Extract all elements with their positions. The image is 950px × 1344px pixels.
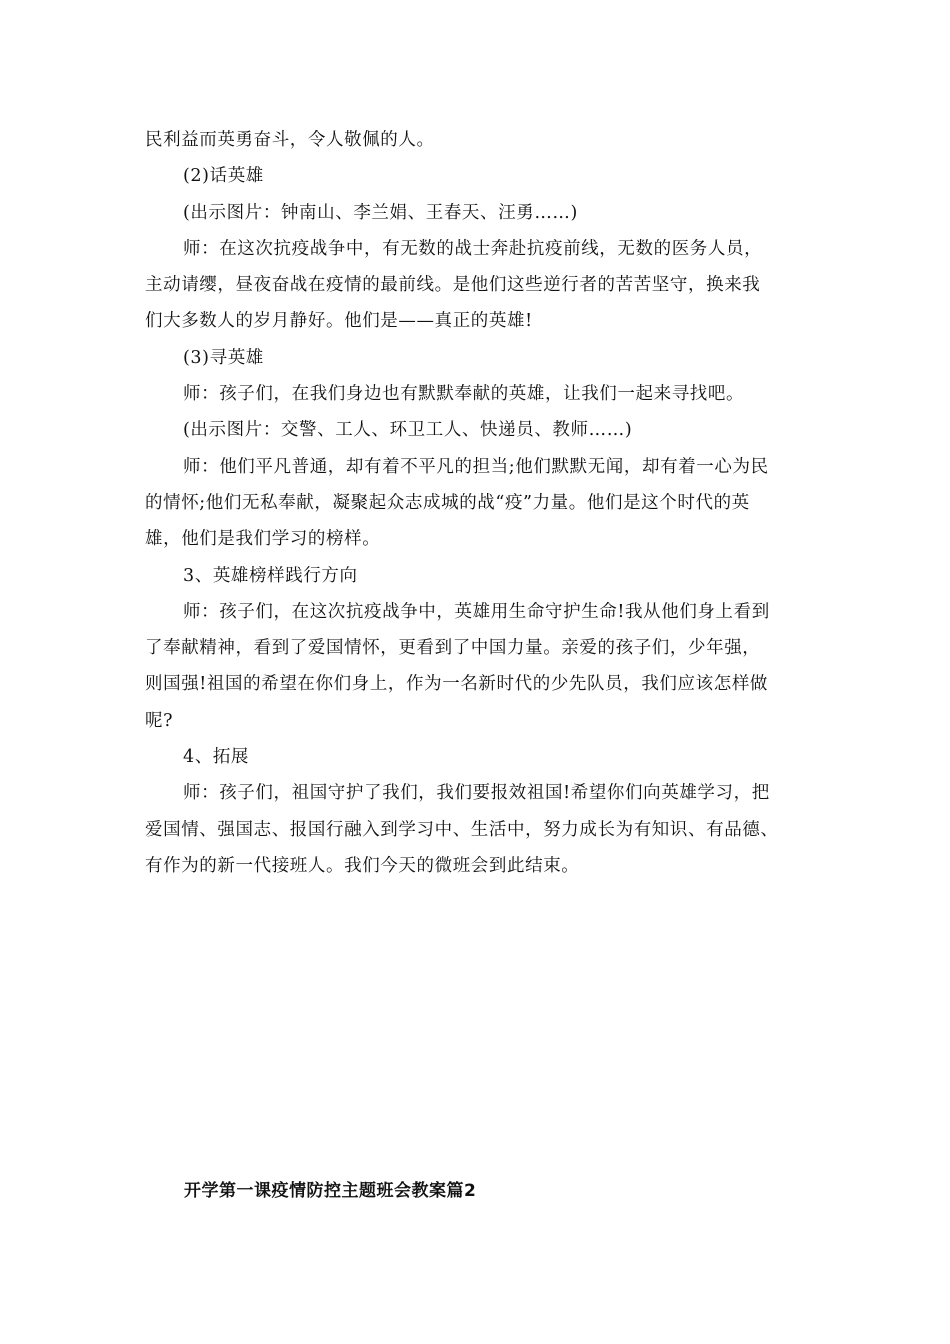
subheading-talk-heroes: (2)话英雄 [183,166,264,187]
text-line: 呢? [145,710,174,731]
subheading-expand: 4、拓展 [183,747,250,768]
text-line: 民利益而英勇奋斗，令人敬佩的人。 [145,130,435,150]
text-line: 主动请缨，昼夜奋战在疫情的最前线。是他们这些逆行者的苦苦坚守，换来我 [145,275,761,296]
text-line: (出示图片：钟南山、李兰娟、王春天、汪勇……) [183,202,578,223]
text-line: (出示图片：交警、工人、环卫工人、快递员、教师……) [183,420,633,441]
text-line: 了奉献精神，看到了爱国情怀，更看到了中国力量。亲爱的孩子们，少年强， [145,638,761,659]
text-line: 的情怀;他们无私奉献，凝聚起众志成城的战“疫”力量。他们是这个时代的英 [145,492,750,513]
text-line: 们大多数人的岁月静好。他们是——真正的英雄! [145,311,533,332]
text-line: 师：孩子们，在这次抗疫战争中，英雄用生命守护生命!我从他们身上看到 [183,601,770,622]
text-line: 有作为的新一代接班人。我们今天的微班会到此结束。 [145,855,580,876]
body-text [145,122,817,884]
text-line: 雄，他们是我们学习的榜样。 [145,529,381,550]
text-line: 则国强!祖国的希望在你们身上，作为一名新时代的少先队员，我们应该怎样做 [145,674,769,695]
text-line: 爱国情、强国志、报国行融入到学习中、生活中，努力成长为有知识、有品德、 [145,819,779,840]
text-line: 师：在这次抗疫战争中，有无数的战士奔赴抗疫前线，无数的医务人员， [183,238,763,259]
subheading-find-heroes: (3)寻英雄 [183,347,264,368]
section-title: 开学第一课疫情防控主题班会教案篇2 [184,1181,477,1201]
text-line: 师：他们平凡普通，却有着不平凡的担当;他们默默无闻，却有着一心为民 [183,456,769,477]
text-line: 师：孩子们，祖国守护了我们，我们要报效祖国!希望你们向英雄学习，把 [183,783,770,804]
subheading-hero-model: 3、英雄榜样践行方向 [183,565,358,586]
text-line: 师：孩子们，在我们身边也有默默奉献的英雄，让我们一起来寻找吧。 [183,384,745,405]
